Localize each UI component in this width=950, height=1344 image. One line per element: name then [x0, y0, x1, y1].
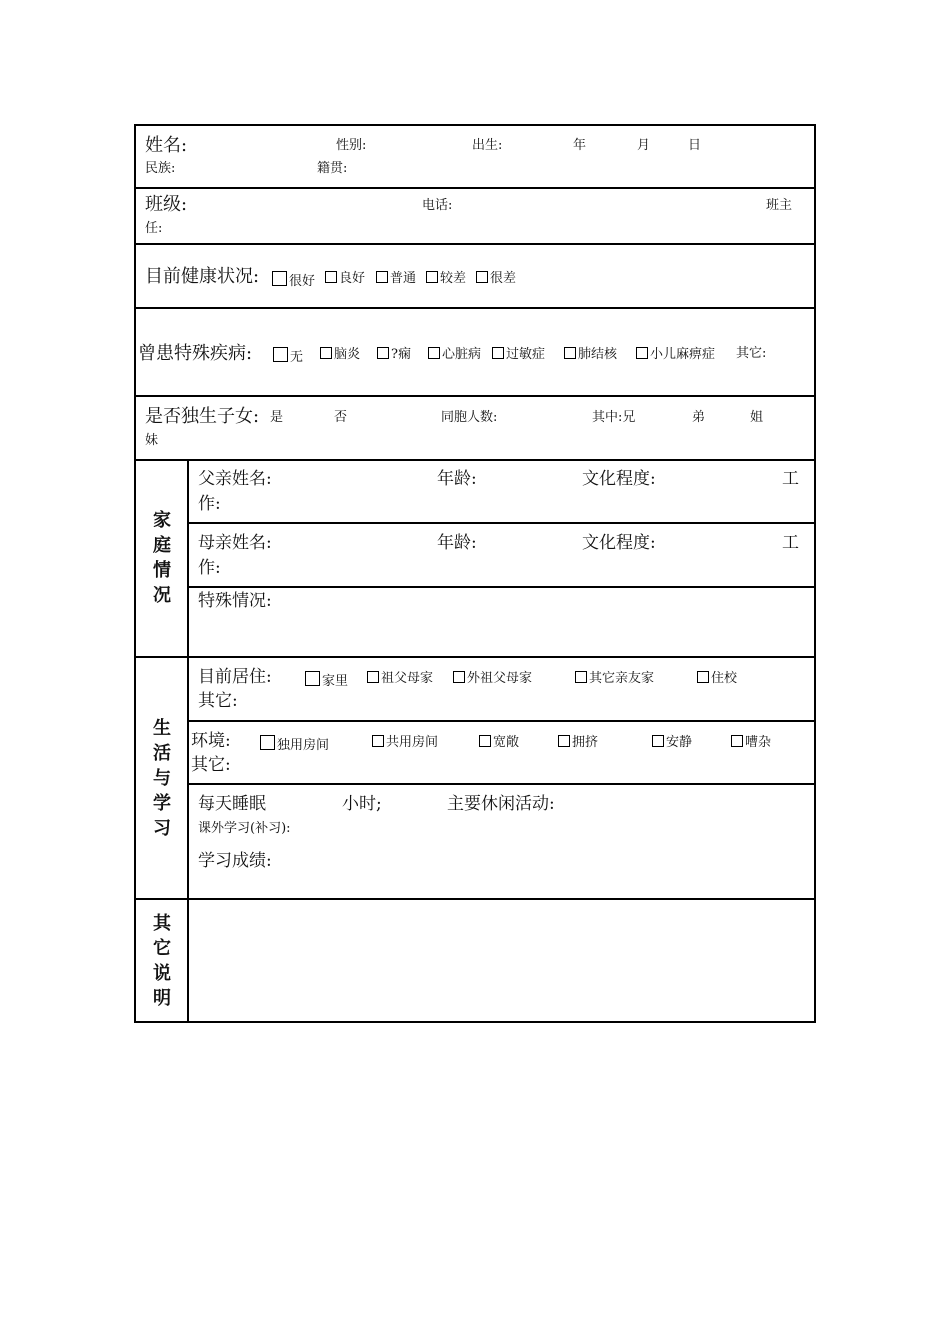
- checkbox-icon[interactable]: [731, 735, 743, 747]
- row-divider: [134, 187, 816, 189]
- residence-other-label: 其它:: [198, 691, 238, 711]
- row-divider: [188, 522, 816, 524]
- row-divider: [188, 586, 816, 588]
- elder-sister-label: 姐: [750, 410, 764, 425]
- checkbox-icon[interactable]: [305, 671, 320, 686]
- env-option-own-room[interactable]: 独用房间: [260, 735, 329, 752]
- env-option-crowded[interactable]: 拥挤: [558, 735, 598, 749]
- row-divider: [134, 395, 816, 397]
- mother-age-label: 年龄:: [437, 533, 477, 553]
- disease-option-none[interactable]: 无: [273, 347, 303, 364]
- checkbox-icon[interactable]: [564, 347, 576, 359]
- row-divider: [134, 459, 816, 461]
- disease-label: 曾患特殊疾病:: [138, 343, 253, 364]
- checkbox-icon[interactable]: [697, 671, 709, 683]
- younger-sister-label: 妹: [145, 433, 159, 448]
- leisure-label: 主要休闲活动:: [447, 794, 555, 814]
- ethnicity-label: 民族:: [145, 161, 176, 176]
- env-option-shared-room[interactable]: 共用房间: [372, 735, 438, 749]
- checkbox-icon[interactable]: [575, 671, 587, 683]
- month-label: 月: [637, 138, 651, 153]
- family-section-label: 家 庭 情 况: [153, 510, 171, 606]
- father-age-label: 年龄:: [437, 469, 477, 489]
- disease-option-epilepsy[interactable]: ?痫: [377, 347, 411, 361]
- checkbox-icon[interactable]: [652, 735, 664, 747]
- checkbox-icon[interactable]: [492, 347, 504, 359]
- checkbox-icon[interactable]: [426, 271, 438, 283]
- disease-option-polio[interactable]: 小儿麻痹症: [636, 347, 715, 361]
- checkbox-icon[interactable]: [476, 271, 488, 283]
- health-option-very-poor[interactable]: 很差: [476, 271, 516, 285]
- table-top-border: [134, 124, 816, 126]
- grades-label: 学习成绩:: [198, 851, 272, 871]
- no-label: 否: [334, 410, 348, 425]
- class-label: 班级:: [145, 194, 188, 215]
- mother-name-label: 母亲姓名:: [198, 533, 272, 553]
- checkbox-icon[interactable]: [325, 271, 337, 283]
- table-right-border: [814, 124, 816, 1023]
- residence-label: 目前居住:: [198, 667, 272, 687]
- environment-label: 环境:: [191, 731, 231, 751]
- checkbox-icon[interactable]: [376, 271, 388, 283]
- row-divider: [188, 783, 816, 785]
- checkbox-icon[interactable]: [636, 347, 648, 359]
- name-label: 姓名:: [145, 135, 188, 156]
- elder-brother-label: 其中:兄: [592, 410, 636, 425]
- checkbox-icon[interactable]: [320, 347, 332, 359]
- sleep-label: 每天睡眠: [198, 794, 266, 814]
- residence-option-dorm[interactable]: 住校: [697, 671, 737, 685]
- siblings-label: 同胞人数:: [441, 410, 498, 425]
- father-work-label-cont: 作:: [198, 494, 221, 514]
- table-bottom-border: [134, 1021, 816, 1023]
- mother-work-label-cont: 作:: [198, 558, 221, 578]
- yes-label: 是: [270, 410, 284, 425]
- row-divider: [134, 898, 816, 900]
- checkbox-icon[interactable]: [372, 735, 384, 747]
- teacher-label-cont: 任:: [145, 221, 163, 236]
- year-label: 年: [573, 138, 587, 153]
- checkbox-icon[interactable]: [273, 347, 288, 362]
- health-option-good[interactable]: 良好: [325, 271, 365, 285]
- father-name-label: 父亲姓名:: [198, 469, 272, 489]
- checkbox-icon[interactable]: [558, 735, 570, 747]
- health-option-poor[interactable]: 较差: [426, 271, 466, 285]
- younger-brother-label: 弟: [692, 410, 706, 425]
- mother-education-label: 文化程度:: [582, 533, 656, 553]
- hometown-label: 籍贯:: [317, 161, 348, 176]
- life-study-section-label: 生 活 与 学 习: [153, 718, 171, 839]
- checkbox-icon[interactable]: [453, 671, 465, 683]
- env-option-quiet[interactable]: 安静: [652, 735, 692, 749]
- residence-option-maternal-grandparents[interactable]: 外祖父母家: [453, 671, 532, 685]
- teacher-label: 班主: [766, 198, 793, 213]
- tutoring-label: 课外学习(补习):: [198, 821, 291, 836]
- disease-option-heart[interactable]: 心脏病: [428, 347, 481, 361]
- checkbox-icon[interactable]: [260, 735, 275, 750]
- env-option-noisy[interactable]: 嘈杂: [731, 735, 771, 749]
- disease-option-tb[interactable]: 肺结核: [564, 347, 617, 361]
- health-option-very-good[interactable]: 很好: [272, 271, 315, 288]
- gender-label: 性别:: [336, 138, 367, 153]
- checkbox-icon[interactable]: [377, 347, 389, 359]
- row-divider: [188, 720, 816, 722]
- hours-label: 小时;: [342, 794, 382, 814]
- checkbox-icon[interactable]: [367, 671, 379, 683]
- father-work-label: 工: [782, 469, 799, 489]
- other-notes-section-label: 其 它 说 明: [153, 913, 171, 1009]
- health-option-normal[interactable]: 普通: [376, 271, 416, 285]
- disease-other-label: 其它:: [736, 346, 767, 361]
- only-child-label: 是否独生子女:: [145, 406, 260, 427]
- checkbox-icon[interactable]: [272, 271, 287, 286]
- father-education-label: 文化程度:: [582, 469, 656, 489]
- health-label: 目前健康状况:: [145, 266, 260, 287]
- environment-other-label: 其它:: [191, 755, 231, 775]
- disease-option-encephalitis[interactable]: 脑炎: [320, 347, 360, 361]
- residence-option-grandparents[interactable]: 祖父母家: [367, 671, 433, 685]
- env-option-spacious[interactable]: 宽敞: [479, 735, 519, 749]
- mother-work-label: 工: [782, 533, 799, 553]
- day-label: 日: [688, 138, 702, 153]
- checkbox-icon[interactable]: [479, 735, 491, 747]
- checkbox-icon[interactable]: [428, 347, 440, 359]
- birth-label: 出生:: [472, 138, 503, 153]
- row-divider: [134, 243, 816, 245]
- row-divider: [134, 656, 816, 658]
- phone-label: 电话:: [422, 198, 453, 213]
- other-notes-field[interactable]: [190, 901, 812, 1020]
- row-divider: [134, 307, 816, 309]
- disease-option-allergy[interactable]: 过敏症: [492, 347, 545, 361]
- special-circumstances-label: 特殊情况:: [198, 591, 272, 611]
- residence-option-home[interactable]: 家里: [305, 671, 348, 688]
- residence-option-relatives[interactable]: 其它亲友家: [575, 671, 654, 685]
